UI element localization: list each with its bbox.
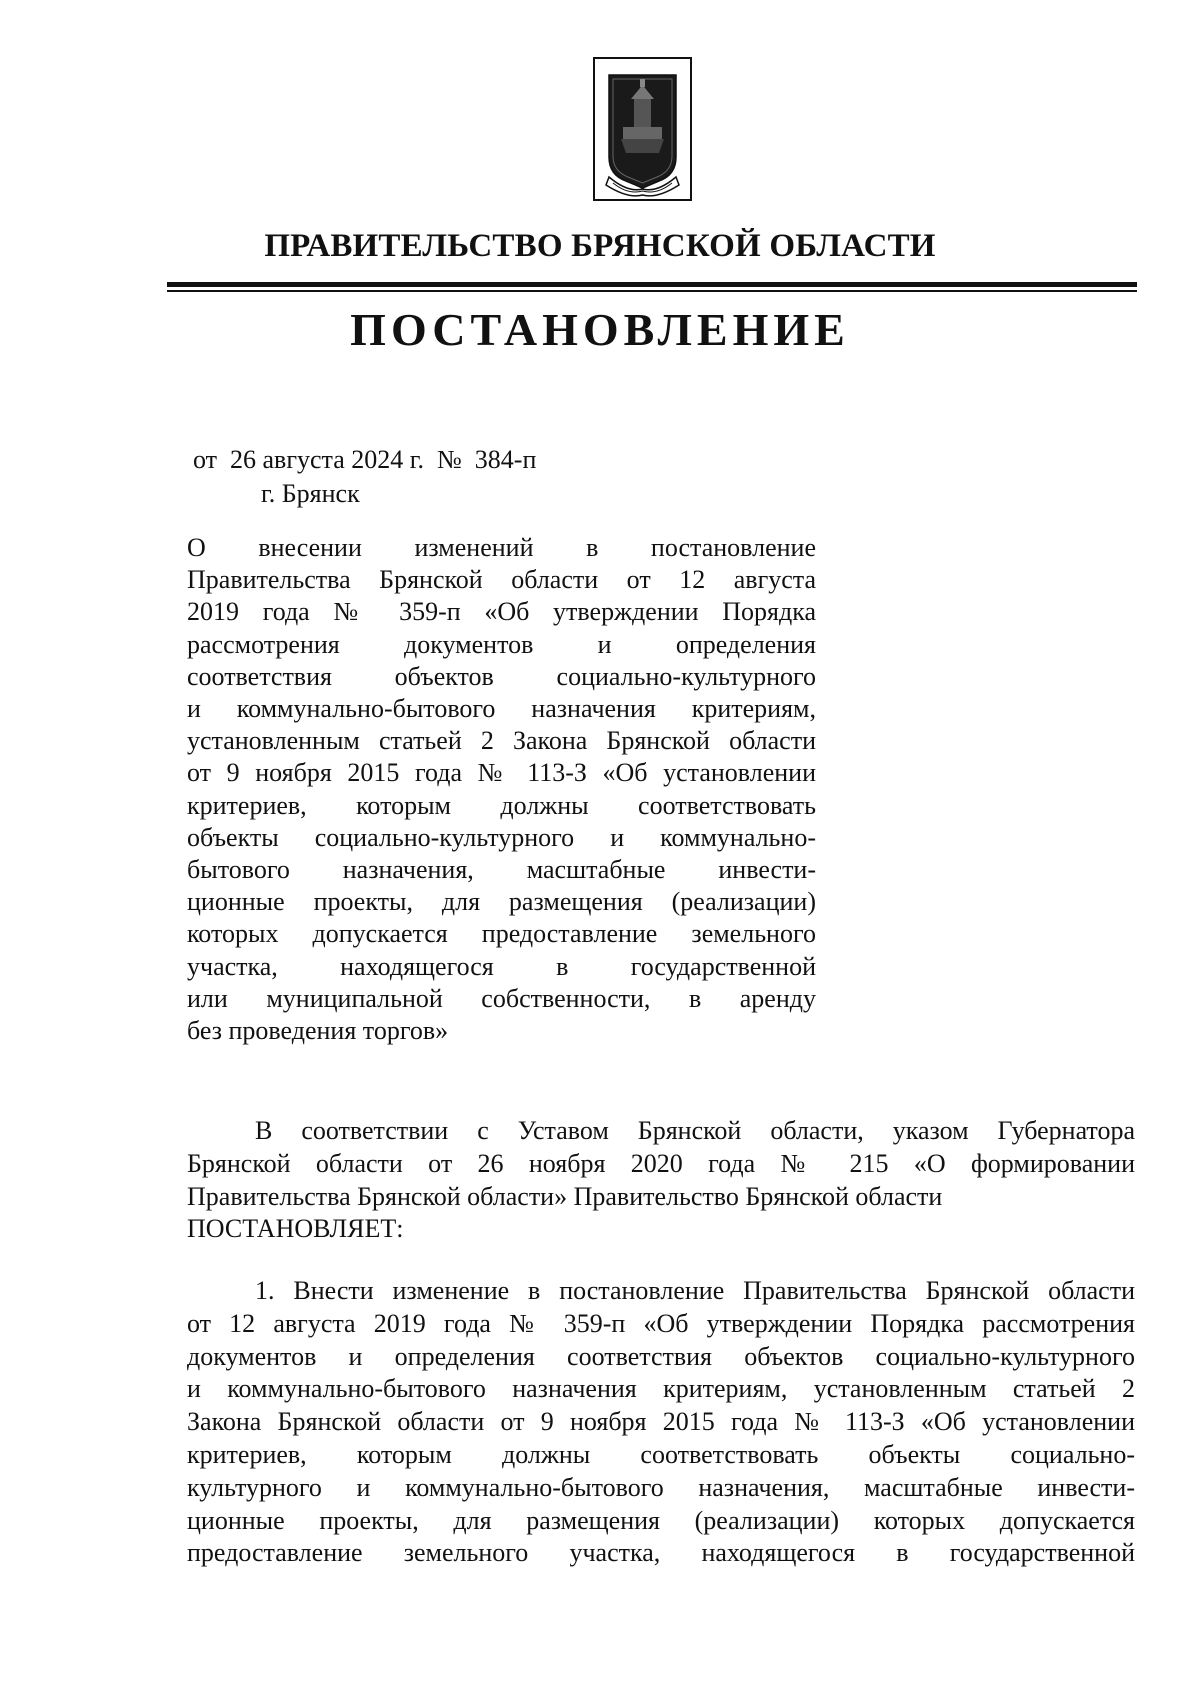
subject-block: [187, 532, 816, 1047]
preamble-line: Брянской области от 26 ноября 2020 года № 215 «О формировании: [187, 1148, 1135, 1178]
decree-keyword: ПОСТАНОВЛЯЕТ:: [187, 1214, 404, 1244]
subject-line: 2019 года № 359-п «Об утверждении Порядка: [187, 597, 816, 627]
item-1-paragraph: [187, 1275, 1135, 1570]
subject-line: без проведения торгов»: [187, 1016, 449, 1046]
item-1-line: предоставление земельного участка, находящегося в государственной: [187, 1538, 1135, 1568]
document-type-title: ПОСТАНОВЛЕНИЕ: [350, 304, 850, 355]
item-1-line: от 12 августа 2019 года № 359-п «Об утверждении Порядка рассмотрения: [187, 1308, 1135, 1338]
subject-line: установленным статьей 2 Закона Брянской области: [187, 726, 816, 756]
subject-line: которых допускается предоставление земельного: [187, 919, 816, 949]
subject-line: от 9 ноября 2015 года № 113-З «Об установлении: [187, 758, 816, 788]
subject-line: бытового назначения, масштабные инвести-: [187, 855, 816, 885]
subject-line: Правительства Брянской области от 12 августа: [187, 565, 816, 595]
header-rule-thin: [167, 290, 1137, 292]
item-1-line: 1. Внести изменение в постановление Правительства Брянской области: [255, 1276, 1135, 1305]
subject-line: О внесении изменений в постановление: [187, 533, 816, 562]
subject-line: участка, находящегося в государственной: [187, 951, 816, 981]
organization-title: ПРАВИТЕЛЬСТВО БРЯНСКОЙ ОБЛАСТИ: [264, 228, 936, 264]
subject-line: и коммунально-бытового назначения критериям,: [187, 694, 816, 724]
header-rule-thick: [167, 282, 1137, 287]
coat-of-arms-emblem: [593, 57, 692, 201]
subject-line: ционные проекты, для размещения (реализации): [187, 887, 816, 917]
item-1-line: документов и определения соответствия объектов социально-культурного: [187, 1341, 1135, 1371]
date-number-line: от 26 августа 2024 г. № 384-п: [193, 445, 537, 474]
subject-line: соответствия объектов социально-культурного: [187, 661, 816, 691]
item-1-line: критериев, которым должны соответствовать объекты социально-: [187, 1439, 1135, 1469]
item-1-line: Закона Брянской области от 9 ноября 2015 года № 113-З «Об установлении: [187, 1407, 1135, 1437]
bryansk-coat-of-arms-icon: [593, 57, 692, 201]
subject-line: объекты социально-культурного и коммунально-: [187, 822, 816, 852]
preamble-paragraph: [187, 1115, 1135, 1246]
preamble-line: Правительства Брянской области» Правительство Брянской области: [187, 1181, 943, 1211]
city-line: г. Брянск: [261, 479, 360, 508]
item-1-line: культурного и коммунально-бытового назначения, масштабные инвести-: [187, 1472, 1135, 1502]
item-1-line: и коммунально-бытового назначения критериям, установленным статьей 2: [187, 1374, 1135, 1404]
item-1-line: ционные проекты, для размещения (реализации) которых допускается: [187, 1505, 1135, 1535]
preamble-line: В соответствии с Уставом Брянской области, указом Губернатора: [255, 1116, 1135, 1145]
subject-line: критериев, которым должны соответствовать: [187, 790, 816, 820]
subject-line: рассмотрения документов и определения: [187, 629, 816, 659]
subject-line: или муниципальной собственности, в аренду: [187, 983, 816, 1013]
